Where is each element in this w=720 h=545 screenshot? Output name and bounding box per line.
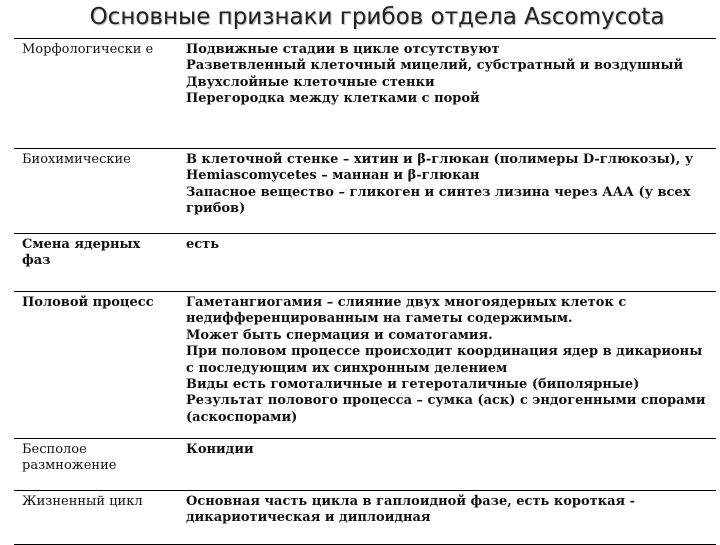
features-table-container: [14, 38, 716, 545]
description-cell: [178, 234, 716, 292]
category-cell: Жизненный цикл: [14, 491, 178, 545]
description-cell: [178, 292, 716, 439]
description-cell: [178, 149, 716, 234]
table-row-biochemical: [14, 149, 716, 234]
slide-title: Основные признаки грибов отдела Ascomycota: [89, 4, 665, 30]
table-row-life-cycle: [14, 491, 716, 545]
description-line: Может быть спермация и соматогамия.: [186, 327, 493, 343]
description-cell: [178, 491, 716, 545]
description-line: Конидии: [186, 442, 254, 457]
category-cell: Биохимические: [14, 149, 178, 234]
description-line: Основная часть цикла в гаплоидной фазе, есть короткая - дикариотическая и диплоидная: [186, 494, 636, 526]
category-cell: Бесполое размножение: [14, 439, 178, 491]
description-line: Запасное вещество – гликоген и синтез лизина через ААА (у всех грибов): [186, 184, 691, 217]
table-row-asexual-reproduction: [14, 439, 716, 491]
description-line: есть: [186, 237, 220, 252]
description-line: Виды есть гомоталичные и гетероталичные (биполярные): [186, 377, 640, 393]
description-line: При половом процессе происходит координация ядер в дикарионы с последующим их синхронным делением: [186, 344, 703, 376]
description-line: Двухслойные клеточные стенки: [186, 74, 435, 90]
description-line: Подвижные стадии в цикле отсутствуют: [186, 42, 500, 57]
category-cell: Морфологически е: [14, 39, 178, 149]
description-cell: [178, 439, 716, 491]
description-line: Перегородка между клетками с порой: [186, 91, 480, 107]
description-line: Гаметангиогамия – слияние двух многоядерных клеток с недифференцированным на гаметы содержимым.: [186, 295, 627, 327]
table-row-nuclear-phases: [14, 234, 716, 292]
category-cell: Половой процесс: [14, 292, 178, 439]
description-line: Результат полового процесса – сумка (аск) с эндогенными спорами (аскоспорами): [186, 393, 706, 425]
table-row-sexual-process: [14, 292, 716, 439]
description-cell: [178, 39, 716, 149]
description-line: Разветвленный клеточный мицелий, субстратный и воздушный: [186, 58, 684, 74]
category-cell: Смена ядерных фаз: [14, 234, 178, 292]
features-table: [14, 38, 716, 545]
description-line: В клеточной стенке – хитин и β-глюкан (полимеры D-глюкозы), у Hemiascomycetes – маннан и β-глюкан: [186, 152, 694, 184]
table-row-morphological: [14, 39, 716, 149]
